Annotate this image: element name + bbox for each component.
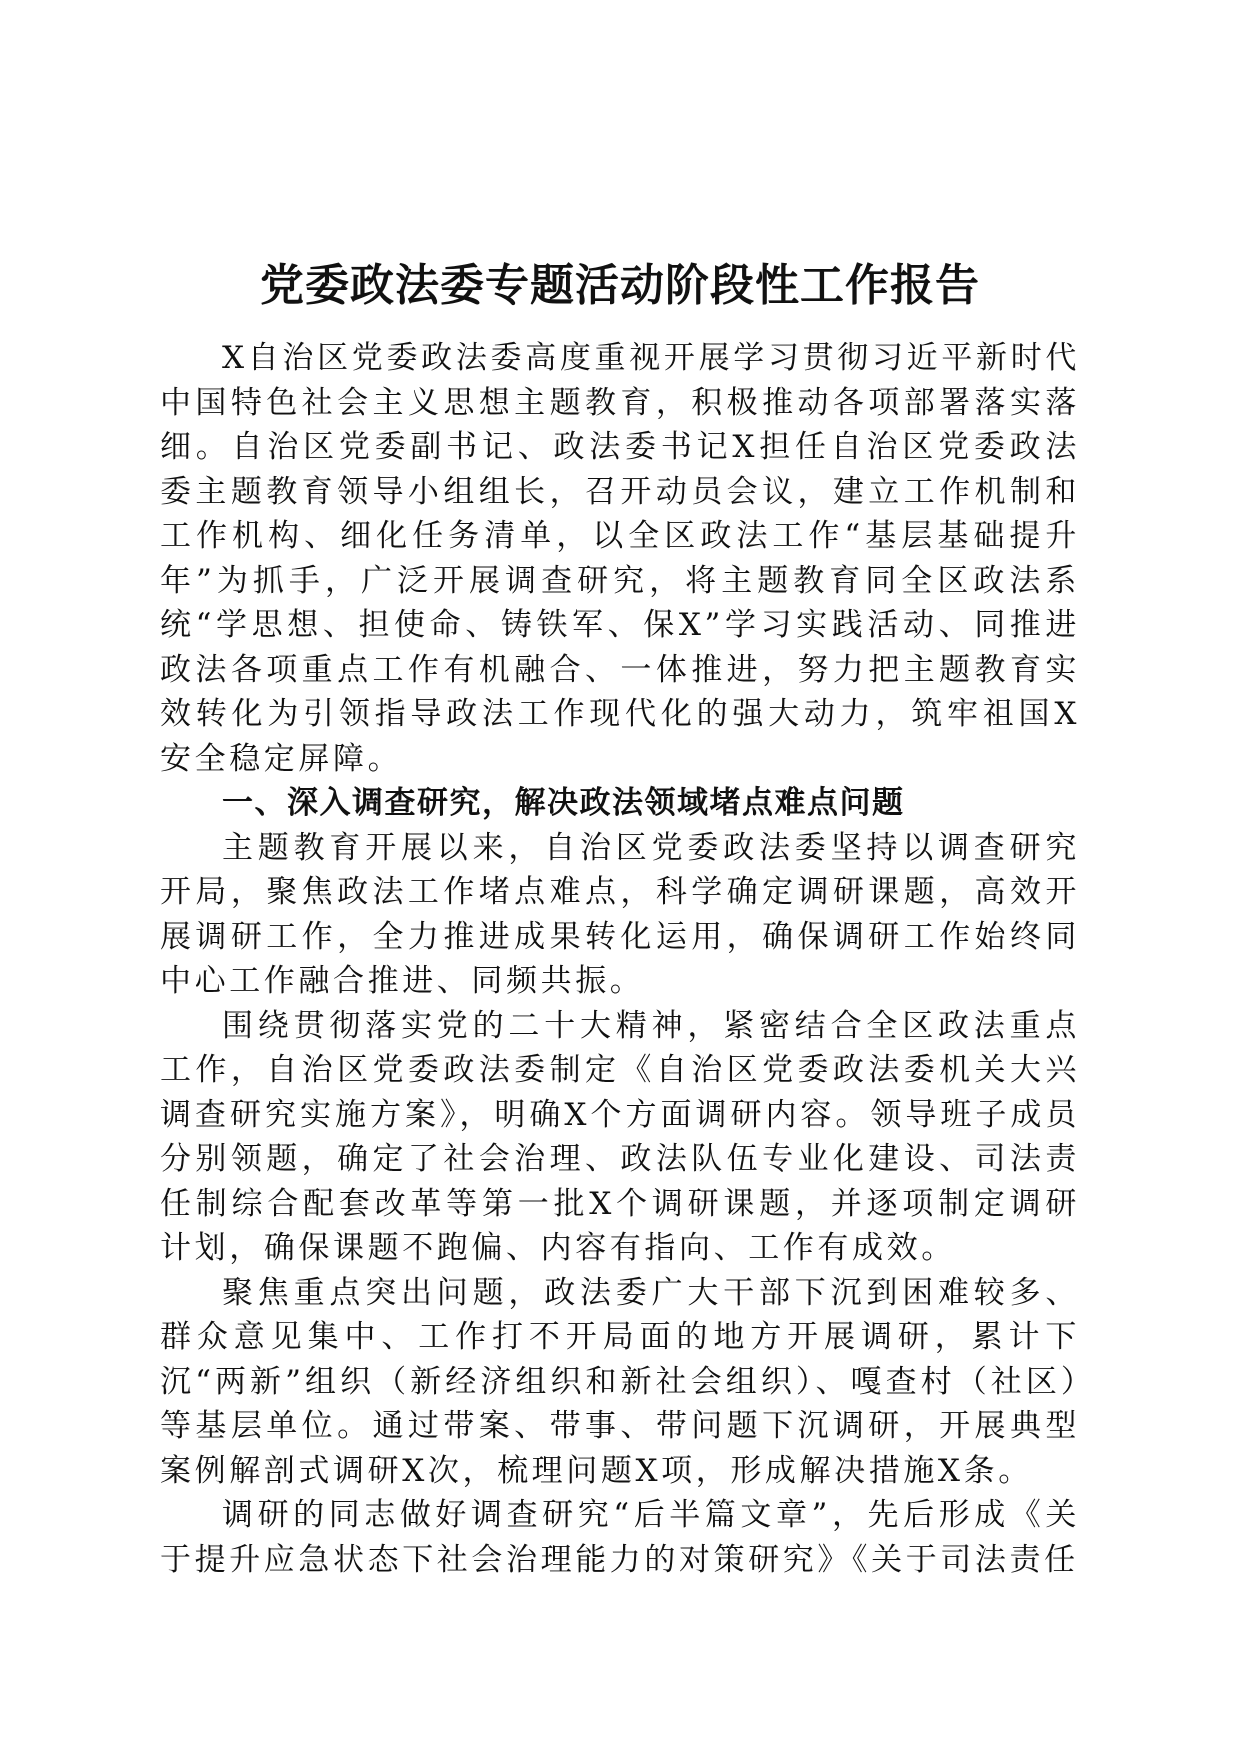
section-heading-1: 一、深入调查研究，解决政法领域堵点难点问题 (222, 785, 905, 821)
body-paragraph: 围绕贯彻落实党的二十大精神，紧密结合全区政法重点工作，自治区党委政法委制定《自治区党委政法委机关大兴调查研究实施方案》，明确X个方面调研内容。领导班子成员分别领题，确定了社会治理、政法队伍专业化建设、司法责任制综合配套改革等第一批X个调研课题，并逐项制定调研计划，确保课题不跑偏、内容有指向、工作有成效。 (160, 1007, 1080, 1266)
document-title: 党委政法委专题活动阶段性工作报告 (260, 260, 980, 311)
body-paragraph: 调研的同志做好调查研究“后半篇文章”，先后形成《关于提升应急状态下社会治理能力的对策研究》《关于司法责任 (160, 1497, 1080, 1578)
body-paragraph: 主题教育开展以来，自治区党委政法委坚持以调查研究开局，聚焦政法工作堵点难点，科学确定调研课题，高效开展调研工作，全力推进成果转化运用，确保调研工作始终同中心工作融合推进、同频共振。 (160, 829, 1080, 999)
intro-paragraph: X自治区党委政法委高度重视开展学习贯彻习近平新时代中国特色社会主义思想主题教育，积极推动各项部署落实落细。自治区党委副书记、政法委书记X担任自治区党委政法委主题教育领导小组组长，召开动员会议，建立工作机制和工作机构、细化任务清单，以全区政法工作“基层基础提升年”为抓手，广泛开展调查研究，将主题教育同全区政法系统“学思想、担使命、铸铁军、保X”学习实践活动、同推进政法各项重点工作有机融合、一体推进，努力把主题教育实效转化为引领指导政法工作现代化的强大动力，筑牢祖国X安全稳定屏障。 (160, 340, 1080, 777)
body-paragraph: 聚焦重点突出问题，政法委广大干部下沉到困难较多、群众意见集中、工作打不开局面的地方开展调研，累计下沉“两新”组织（新经济组织和新社会组织）、嘎查村（社区）等基层单位。通过带案、带事、带问题下沉调研，开展典型案例解剖式调研X次，梳理问题X项，形成解决措施X条。 (160, 1274, 1080, 1489)
document-body (160, 336, 1080, 1582)
